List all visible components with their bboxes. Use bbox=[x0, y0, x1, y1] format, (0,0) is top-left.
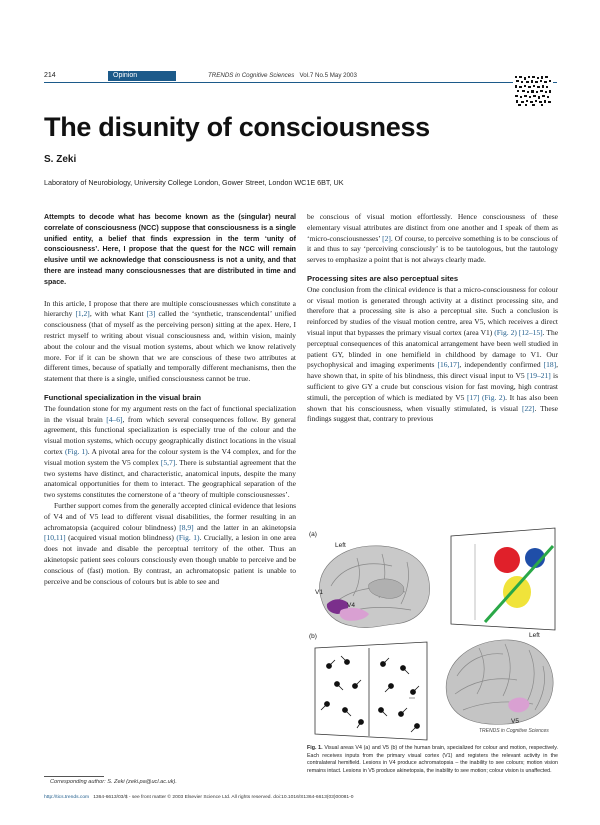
v1-label: V1 bbox=[315, 589, 323, 596]
figure-credit: TRENDS in Cognitive Sciences bbox=[479, 728, 549, 734]
motion-stimulus-panel bbox=[315, 642, 427, 740]
v4-label: V4 bbox=[347, 602, 355, 609]
panel-a-label: (a) bbox=[309, 531, 317, 538]
citation-link[interactable]: [16,17] bbox=[437, 360, 460, 370]
section-tag: Opinion bbox=[108, 71, 176, 81]
author-affiliation: Laboratory of Neurobiology, University College London, Gower Street, London WC1E 6BT, UK bbox=[44, 178, 344, 187]
citation-link[interactable]: [3] bbox=[146, 309, 156, 319]
citation-link[interactable]: [4–6] bbox=[106, 414, 123, 424]
body-paragraph: One conclusion from the clinical evidence is that a micro-consciousness for colour or visual motion is generated through activity at a distinct processing site, and therefore that a processing site is also a perceptual site. Such a conclusion is reinforced by studies of the visual motion centre, area V5, which receives a direct visual input that bypasses the primary visual cortex (area V1) (Fig. 2) [12–15]. The perceptual consequences of this anatomical arrangement have been well studied in patient GY, blinded in one hemifield in childhood by damage to V1. Our psychophysical and imaging experiments [16,17], independently confirmed [18], have shown that, in spite of his blindness, this direct visual input to V5 [19–21] is sufficient to give GY a crude but conscious vision for fast moving, high contrast stimuli, the perception of which is mediated by V5 [17] (Fig. 2). It has also been shown that his consciousness, when visually stimulated, is visual [22]. These findings suggest that, contrary to previous bbox=[307, 284, 559, 424]
footnote-rule bbox=[44, 776, 104, 777]
running-header bbox=[44, 72, 557, 84]
corresponding-author-note: Corresponding author: S. Zeki (zeki.pa@ucl.ac.uk). bbox=[50, 779, 177, 785]
figure-link[interactable]: (Fig. 1) bbox=[176, 533, 200, 543]
right-column bbox=[307, 212, 558, 425]
page-footer bbox=[44, 795, 353, 800]
panel-b-label: (b) bbox=[309, 633, 317, 640]
body-paragraph: Further support comes from the generally accepted clinical evidence that lesions of V4 and of V5 lead to different visual disabilities, the former resulting in an achromatopsia (acquired colour blindness) [8,9] and the latter in an akinetopsia [10,11] (acquired visual motion blindness) (Fig. 1). Crucially, a lesion in one area does not invade and disable the perceptual territory of the other. Thus an akinetopsic patient sees colours consciously even though unable to perceive and be conscious of (fast) motion. By contrast, an achromatopsic patient is unable to perceive and be conscious of colours but is able to see and bbox=[44, 500, 297, 586]
page-number: 214 bbox=[44, 72, 56, 79]
v5-label: V5 bbox=[511, 718, 519, 725]
author-name: S. Zeki bbox=[44, 154, 77, 165]
figure-1 bbox=[307, 526, 557, 741]
journal-issue: Vol.7 No.5 May 2003 bbox=[299, 72, 357, 79]
citation-link[interactable]: [18] bbox=[543, 360, 557, 370]
journal-url-link[interactable]: http://tics.trends.com bbox=[44, 795, 90, 800]
figure-link[interactable]: (Fig. 2) bbox=[494, 327, 517, 337]
citation-link[interactable]: [10,11] bbox=[44, 533, 66, 543]
copyright-line: 1364-6613/03/$ - see front matter © 2003 Elsevier Science Ltd. All rights reserved. doi:10.1016/S1364-6613(03)00081-0 bbox=[93, 795, 354, 800]
figure-link[interactable]: (Fig. 1) bbox=[64, 446, 88, 456]
figure-1-caption: Fig. 1. Visual areas V4 (a) and V5 (b) of the human brain, specialized for colour and motion, respectively. Each receives inputs from the primary visual cortex (V1) and registers the relevant activity in the contralateral hemifield. Lesions in V4 produce achromatopsia – the inability to see colours; motion vision remains intact. Lesions in V5 produce akinetopsia, the inability to see motion; colour vision is unaffected. bbox=[307, 745, 558, 774]
section-heading-processing-sites: Processing sites are also perceptual sites bbox=[307, 273, 459, 283]
figure-1-illustration bbox=[307, 526, 557, 741]
left-hemisphere-label: Left bbox=[529, 632, 540, 639]
citation-link[interactable]: [19–21] bbox=[526, 371, 551, 381]
header-rule bbox=[44, 82, 557, 83]
citation-link[interactable]: [22] bbox=[521, 403, 535, 413]
body-paragraph: be conscious of visual motion effortlessly. Hence consciousness of these elementary visual attributes are distinct from one another and I speak of them as ‘micro-consciousnesses’ [2]. Of course, to perceive something is to be conscious of it and thus to say ‘perceiving consciously’ is to be tautologous, but the tautology serves to emphasize a point that is not always clearly made. bbox=[307, 212, 558, 265]
abstract: Attempts to decode what has become known as the (singular) neural correlate of consciousness (NCC) suppose that consciousness is a single unified entity, a belief that finds expression in the term ‘unity of consciousness’. Here, I propose that the quest for the NCC will remain elusive until we acknowledge that consciousness is not a unity, and that there are instead many consciousnesses that are distributed in time and space. bbox=[44, 213, 296, 286]
citation-link[interactable]: [17] bbox=[466, 392, 480, 402]
qr-code-icon bbox=[513, 74, 553, 108]
citation-link[interactable]: [1,2] bbox=[75, 309, 90, 319]
body-paragraph: The foundation stone for my argument rests on the fact of functional specialization in the visual brain [4–6], from which several consequences follow. By general agreement, this functional specialization is especially true of the colour and the visual motion systems, which occupy geographically distinct locations in the visual cortex (Fig. 1). A pivotal area for the colour system is the V4 complex, and for the visual motion system the V5 complex [5,7]. There is substantial agreement that the two systems have distinct, and characteristic, anatomical inputs, despite the many anatomical opportunities for them to interact. The geographical separation of the two systems constitutes the cornerstone of a ‘theory of multiple consciousnesses’. bbox=[44, 403, 297, 500]
article-title: The disunity of consciousness bbox=[44, 112, 430, 142]
intro-paragraph: In this article, I propose that there are multiple consciousnesses which constitute a hierarchy [1,2], with what Kant [3] called the ‘synthetic, transcendental’ unified consciousness (that of myself as the perceiving person) sitting at the apex. Here, I restrict myself to writing about visual consciousness and, within vision, mainly about the colour and the visual motion systems, about which we know relatively more. For if it can be shown that we are conscious of these two attributes at different times, because of spatially and temporally different mechanisms, then the statement that there is a single, unified consciousness cannot be true. bbox=[44, 298, 296, 384]
journal-name: TRENDS in Cognitive Sciences bbox=[208, 72, 295, 79]
citation-link[interactable]: [2] bbox=[382, 233, 391, 243]
figure-link[interactable]: (Fig. 2) bbox=[482, 392, 506, 402]
brain-medial-view bbox=[319, 546, 429, 628]
citation-link[interactable]: [8,9] bbox=[179, 522, 194, 532]
citation-link[interactable]: [5,7] bbox=[160, 457, 176, 467]
section-heading-functional-specialization: Functional specialization in the visual brain bbox=[44, 392, 201, 402]
caption-label: Fig. 1. bbox=[307, 745, 323, 751]
citation-link[interactable]: [12–15] bbox=[518, 327, 543, 337]
left-column bbox=[44, 212, 296, 587]
left-hemisphere-label: Left bbox=[335, 542, 346, 549]
colour-stimulus-panel bbox=[451, 528, 555, 630]
brain-lateral-view bbox=[446, 640, 553, 724]
journal-info bbox=[208, 72, 357, 79]
